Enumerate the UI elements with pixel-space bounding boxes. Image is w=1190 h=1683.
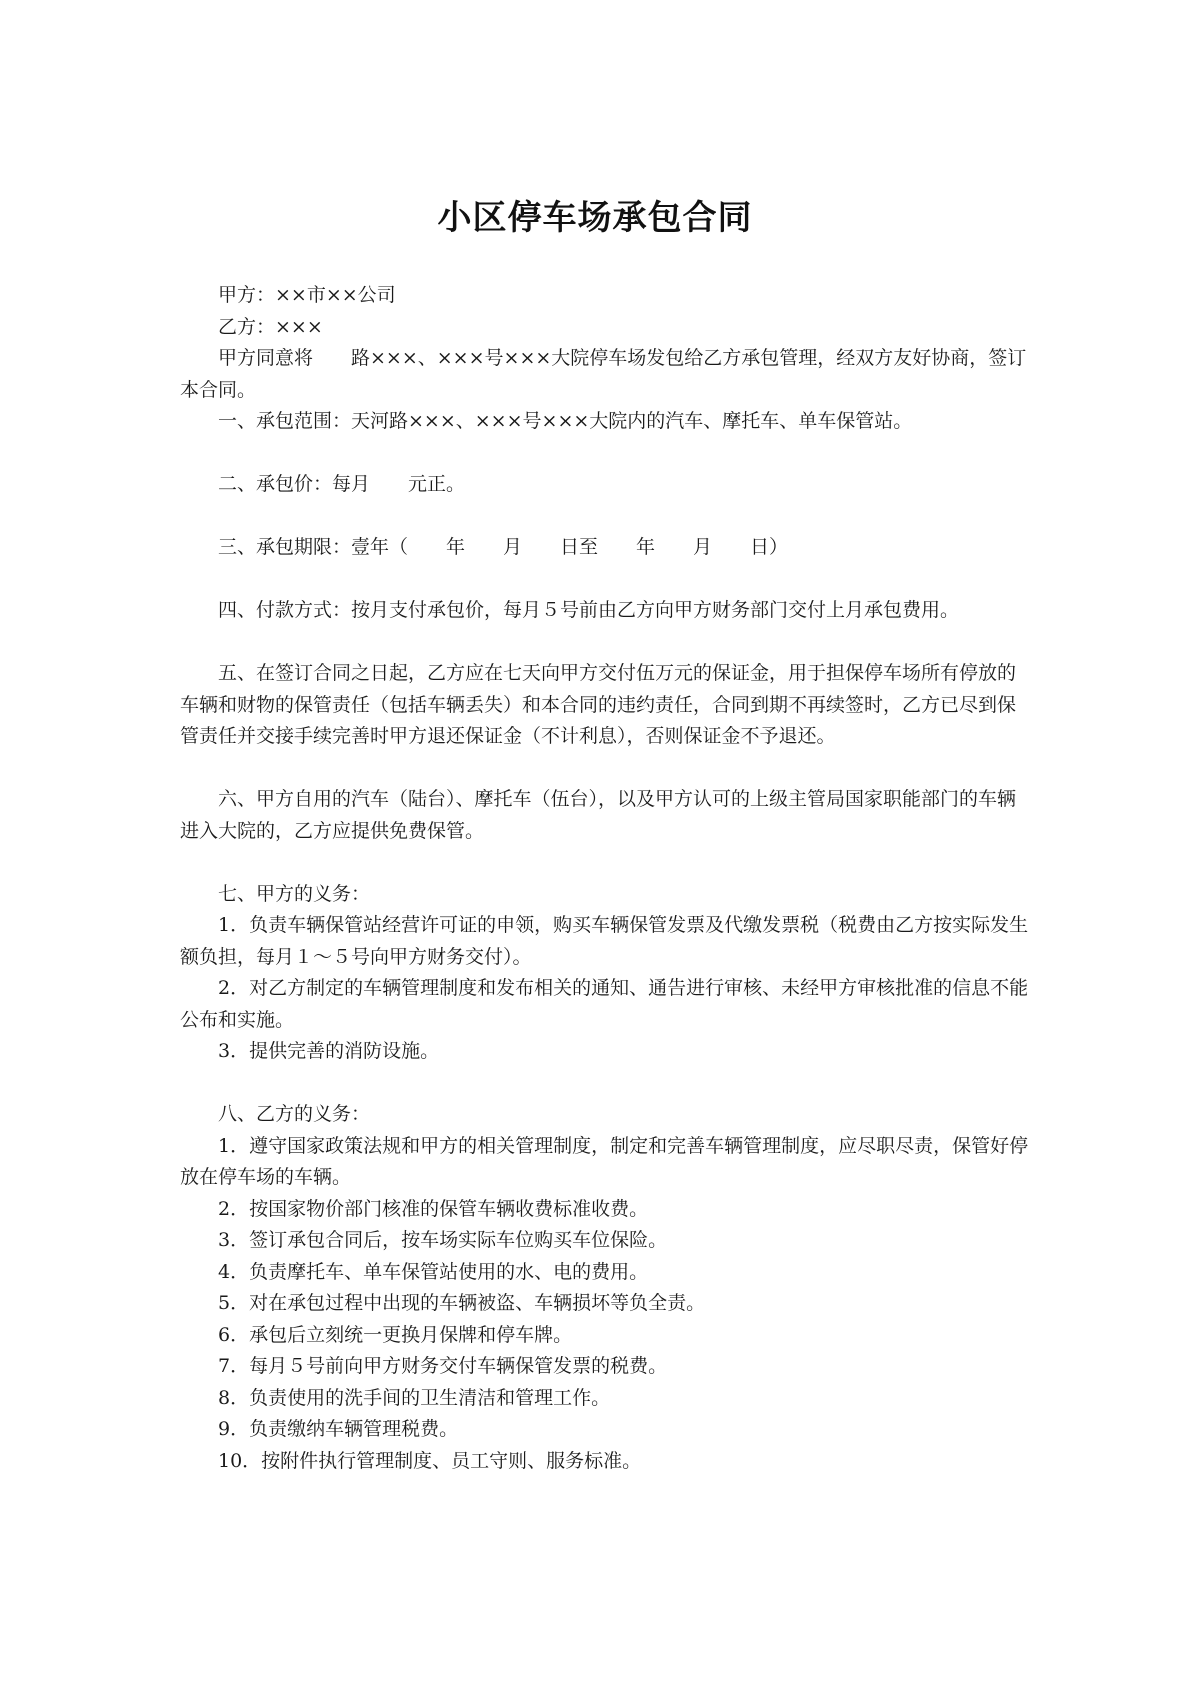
- intro-paragraph: 甲方同意将 路×××、×××号×××大院停车场发包给乙方承包管理，经双方友好协商，签订本合同。: [180, 347, 1027, 401]
- spacer: [180, 564, 1030, 596]
- spacer: [180, 627, 1030, 659]
- clause-8-item: 5．对在承包过程中出现的车辆被盗、车辆损坏等负全责。: [218, 1292, 706, 1314]
- clause-8-item: 1．遵守国家政策法规和甲方的相关管理制度，制定和完善车辆管理制度，应尽职尽责，保管好停放在停车场的车辆。: [180, 1134, 1029, 1188]
- spacer: [180, 1068, 1030, 1100]
- spacer: [180, 438, 1030, 470]
- clause-4: 四、付款方式：按月支付承包价，每月５号前由乙方向甲方财务部门交付上月承包费用。: [218, 599, 960, 621]
- clause-3: 三、承包期限：壹年（ 年 月 日至 年 月 日）: [218, 536, 789, 558]
- clause-8-item: 3．签订承包合同后，按车场实际车位购买车位保险。: [218, 1229, 668, 1251]
- clause-8-item: 4．负责摩托车、单车保管站使用的水、电的费用。: [218, 1260, 649, 1283]
- spacer: [180, 501, 1030, 533]
- clause-8-item: 9．负责缴纳车辆管理税费。: [218, 1418, 459, 1440]
- clause-6: 六、甲方自用的汽车（陆台）、摩托车（伍台），以及甲方认可的上级主管局国家职能部门的车辆进入大院的，乙方应提供免费保管。: [180, 788, 1017, 842]
- clause-7-item: 1．负责车辆保管站经营许可证的申领，购买车辆保管发票及代缴发票税（税费由乙方按实际发生额负担，每月１～５号向甲方财务交付）。: [180, 914, 1029, 968]
- document-body: [180, 280, 1030, 1477]
- clause-7-item: 2．对乙方制定的车辆管理制度和发布相关的通知、通告进行审核、未经甲方审核批准的信息不能公布和实施。: [180, 977, 1029, 1031]
- party-a: 甲方：××市××公司: [218, 284, 396, 306]
- clause-8-heading: 八、乙方的义务：: [218, 1103, 371, 1125]
- clause-7-heading: 七、甲方的义务：: [218, 882, 371, 905]
- clause-8-item: 6．承包后立刻统一更换月保牌和停车牌。: [218, 1323, 573, 1346]
- clause-8-item: 8．负责使用的洗手间的卫生清洁和管理工作。: [218, 1386, 611, 1409]
- clause-1: 一、承包范围：天河路×××、×××号×××大院内的汽车、摩托车、单车保管站。: [218, 410, 913, 432]
- document-title: 小区停车场承包合同: [437, 198, 753, 238]
- clause-5: 五、在签订合同之日起，乙方应在七天向甲方交付伍万元的保证金，用于担保停车场所有停放的车辆和财物的保管责任（包括车辆丢失）和本合同的违约责任，合同到期不再续签时，乙方已尽到保管责任并交接手续完善时甲方退还保证金（不计利息），否则保证金不予退还。: [180, 662, 1017, 747]
- party-b: 乙方：×××: [218, 315, 323, 338]
- spacer: [180, 753, 1030, 785]
- clause-7-item: 3．提供完善的消防设施。: [218, 1040, 440, 1062]
- clause-8-item: 2．按国家物价部门核准的保管车辆收费标准收费。: [218, 1197, 649, 1220]
- spacer: [180, 847, 1030, 879]
- clause-2: 二、承包价：每月 元正。: [218, 473, 466, 495]
- clause-8-item: 10．按附件执行管理制度、员工守则、服务标准。: [218, 1449, 642, 1472]
- clause-8-item: 7．每月５号前向甲方财务交付车辆保管发票的税费。: [218, 1355, 668, 1377]
